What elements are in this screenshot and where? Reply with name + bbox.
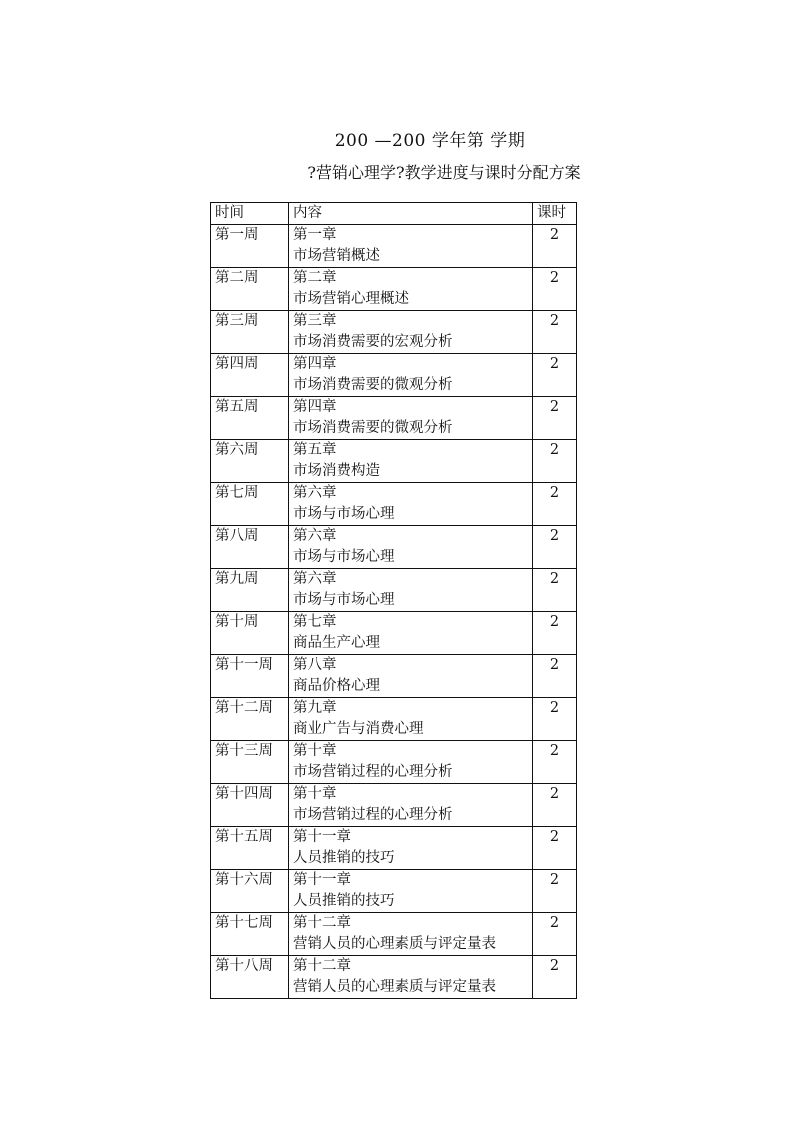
topic-label: 市场营销概述 (293, 248, 380, 264)
content-cell (289, 741, 533, 784)
document-subtitle: ?营销心理学?教学进度与课时分配方案 (307, 163, 581, 182)
content-cell (289, 440, 533, 483)
table-row (211, 698, 577, 741)
topic-label: 市场消费需要的微观分析 (293, 420, 453, 436)
content-cell (289, 698, 533, 741)
chapter-label: 第十章 (293, 743, 337, 759)
chapter-label: 第十一章 (293, 872, 351, 888)
content-cell (289, 956, 533, 999)
hours-cell: 2 (533, 440, 577, 483)
topic-label: 商业广告与消费心理 (293, 721, 424, 737)
chapter-label: 第四章 (293, 356, 337, 372)
topic-label: 商品生产心理 (293, 635, 380, 651)
topic-label: 市场与市场心理 (293, 549, 395, 565)
table-row (211, 483, 577, 526)
table-row (211, 225, 577, 268)
hours-cell: 2 (533, 784, 577, 827)
week-cell: 第五周 (211, 397, 289, 440)
content-cell (289, 225, 533, 268)
chapter-label: 第四章 (293, 399, 337, 415)
chapter-label: 第十章 (293, 786, 337, 802)
week-cell: 第八周 (211, 526, 289, 569)
content-cell (289, 870, 533, 913)
content-cell (289, 311, 533, 354)
table-row (211, 440, 577, 483)
week-cell: 第九周 (211, 569, 289, 612)
week-cell: 第四周 (211, 354, 289, 397)
chapter-label: 第六章 (293, 485, 337, 501)
table-row (211, 913, 577, 956)
chapter-label: 第五章 (293, 442, 337, 458)
table-header-row (211, 203, 577, 225)
content-cell (289, 784, 533, 827)
schedule-table (210, 202, 577, 999)
document-title: 200 —200 学年第 学期 (334, 131, 526, 151)
hours-cell: 2 (533, 827, 577, 870)
topic-label: 人员推销的技巧 (293, 850, 395, 866)
hours-cell: 2 (533, 354, 577, 397)
hours-cell: 2 (533, 526, 577, 569)
week-cell: 第十七周 (211, 913, 289, 956)
week-cell: 第六周 (211, 440, 289, 483)
hours-cell: 2 (533, 913, 577, 956)
week-cell: 第十二周 (211, 698, 289, 741)
table-row (211, 741, 577, 784)
table-row (211, 397, 577, 440)
table-row (211, 655, 577, 698)
column-header-time: 时间 (211, 203, 289, 225)
week-cell: 第三周 (211, 311, 289, 354)
topic-label: 营销人员的心理素质与评定量表 (293, 979, 496, 995)
chapter-label: 第八章 (293, 657, 337, 673)
chapter-label: 第三章 (293, 313, 337, 329)
table-row (211, 784, 577, 827)
content-cell (289, 655, 533, 698)
content-cell (289, 526, 533, 569)
topic-label: 市场营销过程的心理分析 (293, 807, 453, 823)
topic-label: 市场营销心理概述 (293, 291, 409, 307)
content-cell (289, 354, 533, 397)
content-cell (289, 483, 533, 526)
hours-cell: 2 (533, 741, 577, 784)
content-cell (289, 827, 533, 870)
topic-label: 人员推销的技巧 (293, 893, 395, 909)
hours-cell: 2 (533, 225, 577, 268)
hours-cell: 2 (533, 956, 577, 999)
table-row (211, 956, 577, 999)
content-cell (289, 397, 533, 440)
hours-cell: 2 (533, 569, 577, 612)
topic-label: 市场消费构造 (293, 463, 380, 479)
table-row (211, 268, 577, 311)
chapter-label: 第六章 (293, 528, 337, 544)
week-cell: 第七周 (211, 483, 289, 526)
chapter-label: 第一章 (293, 227, 337, 243)
chapter-label: 第十二章 (293, 958, 351, 974)
week-cell: 第十三周 (211, 741, 289, 784)
content-cell (289, 569, 533, 612)
week-cell: 第十周 (211, 612, 289, 655)
chapter-label: 第十二章 (293, 915, 351, 931)
chapter-label: 第十一章 (293, 829, 351, 845)
hours-cell: 2 (533, 870, 577, 913)
topic-label: 营销人员的心理素质与评定量表 (293, 936, 496, 952)
topic-label: 市场营销过程的心理分析 (293, 764, 453, 780)
hours-cell: 2 (533, 483, 577, 526)
table-row (211, 870, 577, 913)
table-row (211, 526, 577, 569)
chapter-label: 第六章 (293, 571, 337, 587)
week-cell: 第十六周 (211, 870, 289, 913)
week-cell: 第十八周 (211, 956, 289, 999)
topic-label: 市场消费需要的宏观分析 (293, 334, 453, 350)
column-header-content: 内容 (289, 203, 533, 225)
topic-label: 商品价格心理 (293, 678, 380, 694)
chapter-label: 第九章 (293, 700, 337, 716)
table-row (211, 569, 577, 612)
topic-label: 市场与市场心理 (293, 592, 395, 608)
chapter-label: 第二章 (293, 270, 337, 286)
content-cell (289, 268, 533, 311)
topic-label: 市场与市场心理 (293, 506, 395, 522)
chapter-label: 第七章 (293, 614, 337, 630)
week-cell: 第十一周 (211, 655, 289, 698)
table-row (211, 827, 577, 870)
table-row (211, 354, 577, 397)
hours-cell: 2 (533, 268, 577, 311)
table-row (211, 612, 577, 655)
table-row (211, 311, 577, 354)
table-body (211, 225, 577, 999)
week-cell: 第二周 (211, 268, 289, 311)
hours-cell: 2 (533, 655, 577, 698)
week-cell: 第一周 (211, 225, 289, 268)
content-cell (289, 913, 533, 956)
hours-cell: 2 (533, 397, 577, 440)
week-cell: 第十五周 (211, 827, 289, 870)
week-cell: 第十四周 (211, 784, 289, 827)
hours-cell: 2 (533, 311, 577, 354)
hours-cell: 2 (533, 698, 577, 741)
column-header-hours: 课时 (533, 203, 577, 225)
hours-cell: 2 (533, 612, 577, 655)
topic-label: 市场消费需要的微观分析 (293, 377, 453, 393)
content-cell (289, 612, 533, 655)
